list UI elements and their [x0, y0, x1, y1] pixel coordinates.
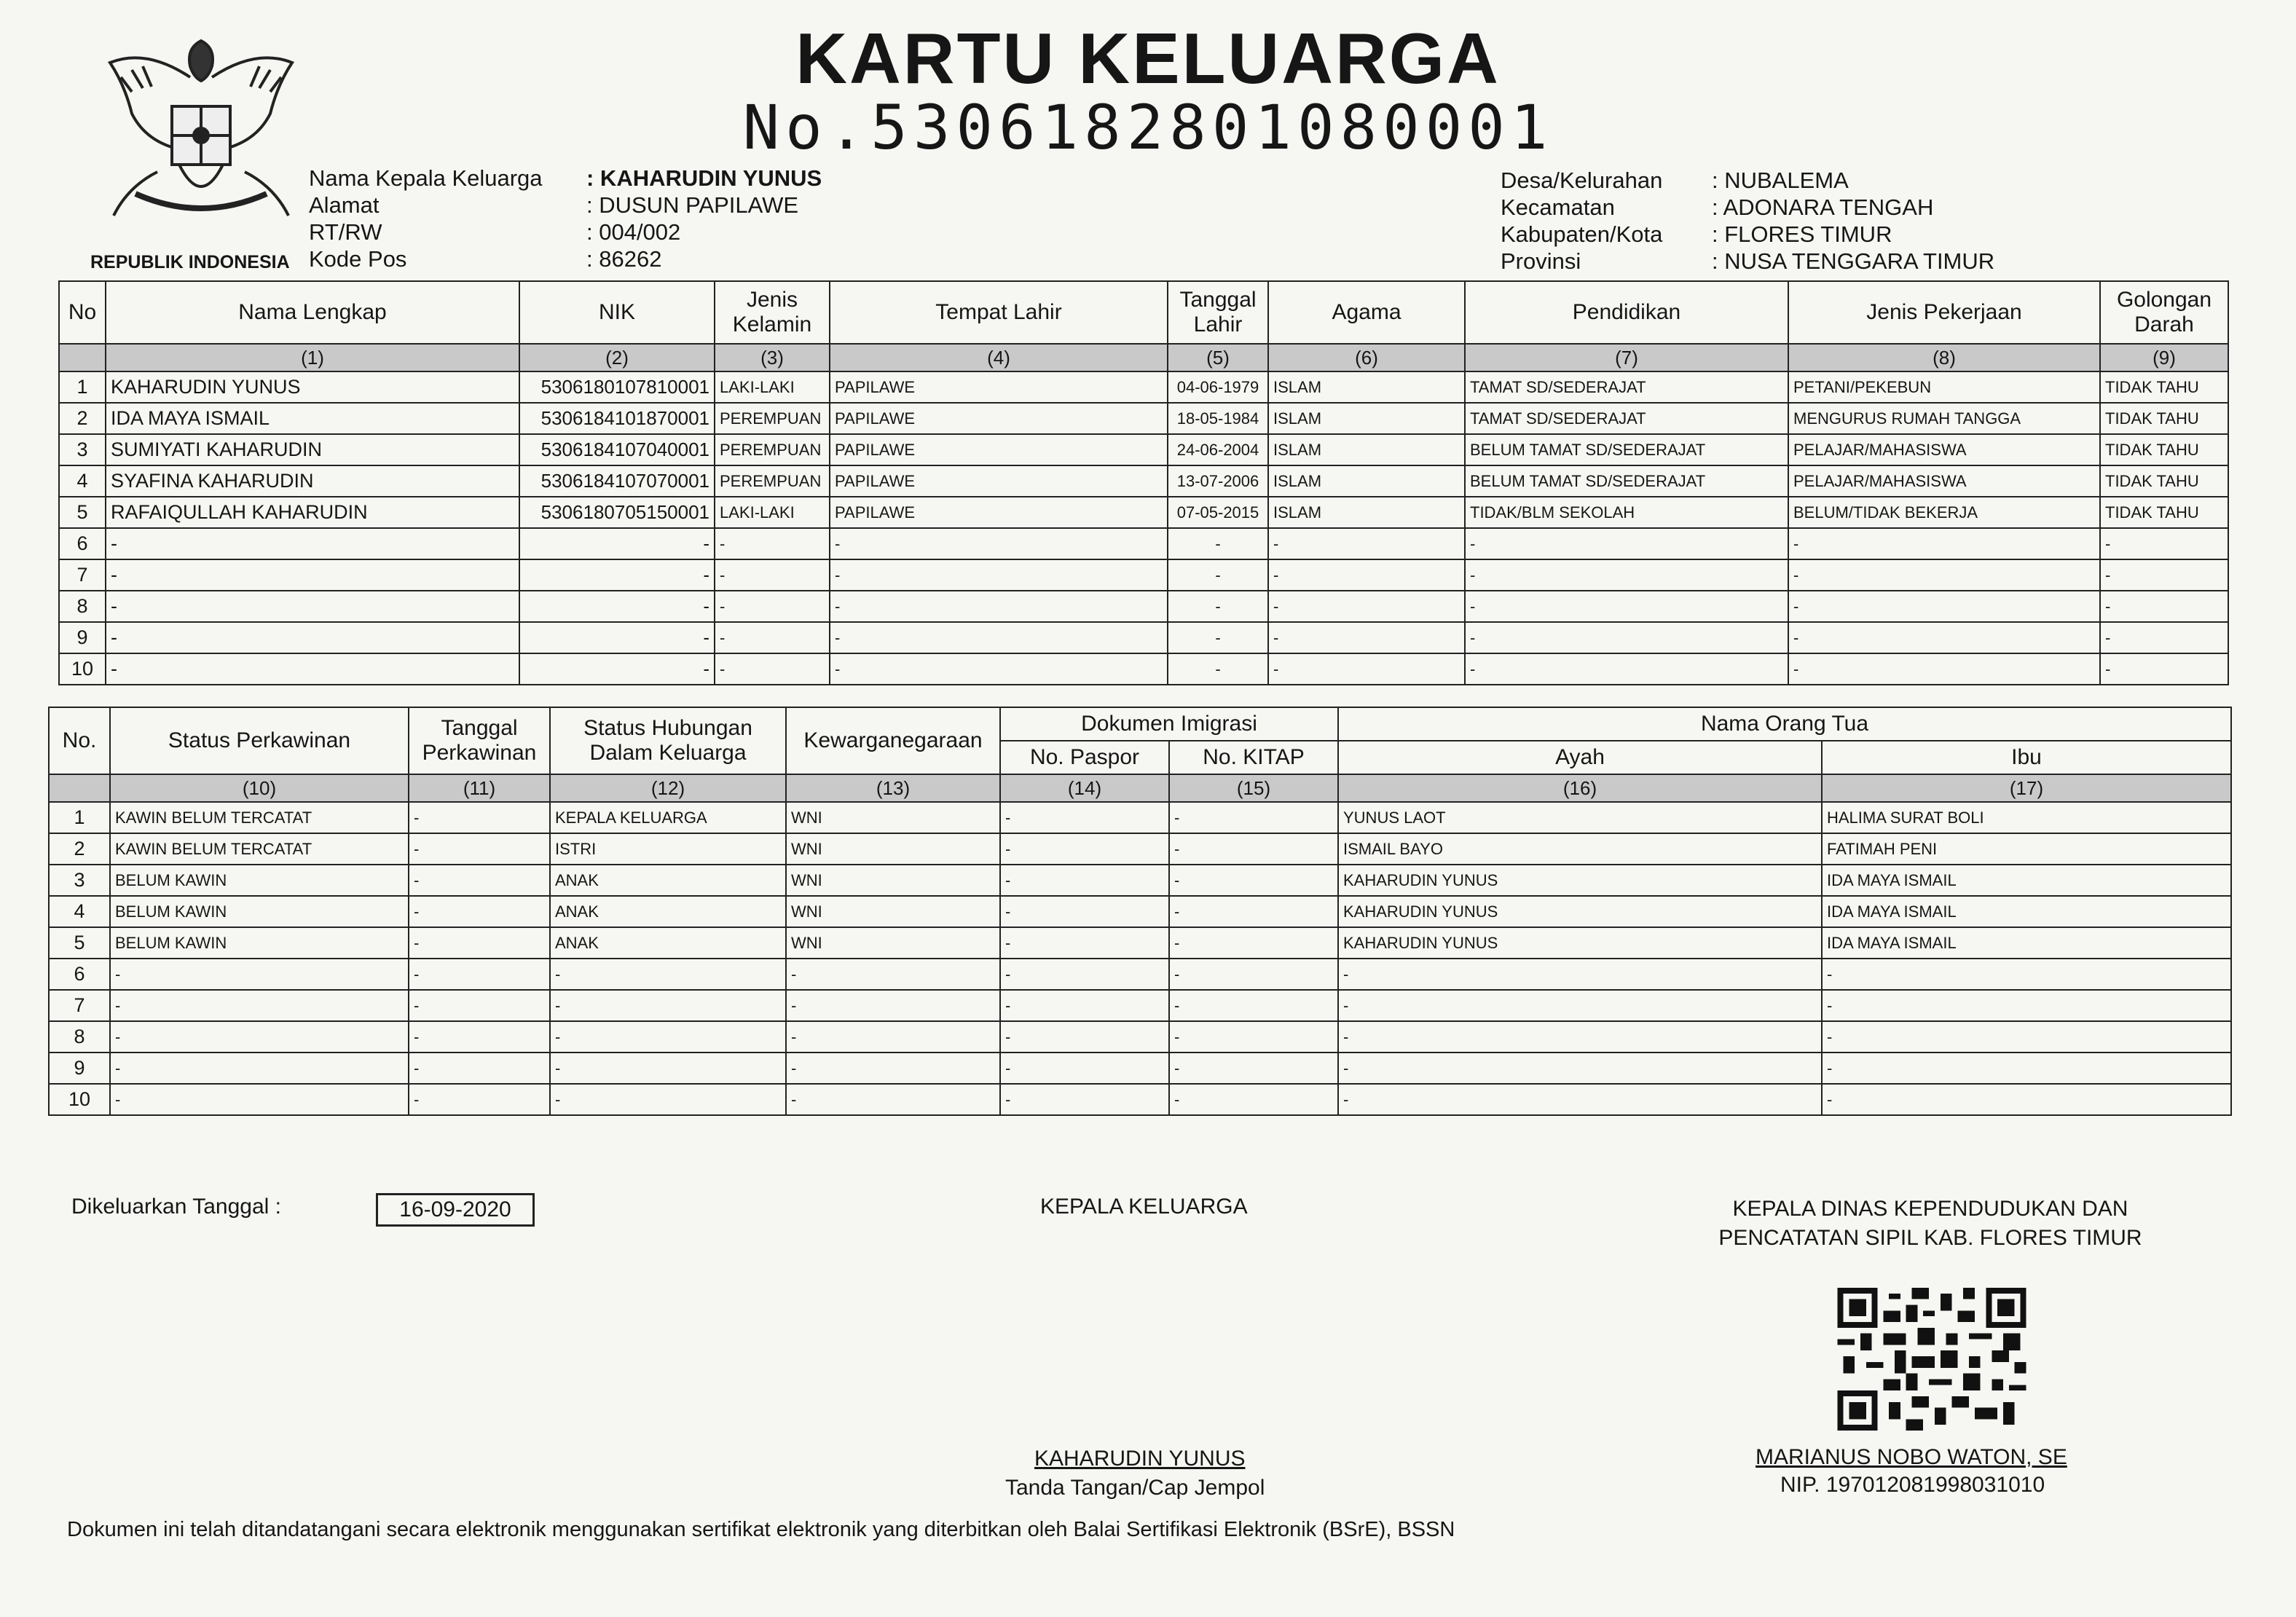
table-cell: 6 [49, 959, 110, 990]
table-cell: - [786, 1021, 1000, 1053]
table-cell: - [1822, 1084, 2231, 1115]
table-cell: IDA MAYA ISMAIL [1822, 865, 2231, 896]
table-cell: BELUM TAMAT SD/SEDERAJAT [1465, 434, 1788, 465]
table-row [49, 1084, 2231, 1115]
table-cell: - [830, 591, 1168, 622]
table-cell: PEREMPUAN [715, 403, 830, 434]
table-cell: PAPILAWE [830, 434, 1168, 465]
table-cell: - [110, 1084, 409, 1115]
col-header-nik: NIK [519, 281, 715, 344]
label-desa: Desa/Kelurahan [1501, 168, 1663, 193]
table-row [59, 497, 2228, 528]
column-number: (8) [1788, 344, 2100, 371]
label-kecamatan: Kecamatan [1501, 194, 1615, 220]
table-cell: - [550, 990, 786, 1021]
table-cell: - [1168, 653, 1268, 685]
table-cell: - [409, 896, 550, 927]
table-cell: TAMAT SD/SEDERAJAT [1465, 371, 1788, 403]
table-cell: - [1000, 990, 1169, 1021]
header-left-values [586, 165, 822, 272]
table-cell: 9 [49, 1053, 110, 1084]
table-cell: WNI [786, 833, 1000, 865]
table-cell: - [715, 622, 830, 653]
table-cell: - [1169, 927, 1338, 959]
table-cell: - [830, 653, 1168, 685]
table-cell: 5306184107070001 [519, 465, 715, 497]
col-header-ayah: Ayah [1338, 741, 1822, 774]
officer-name: MARIANUS NOBO WATON, SE [1756, 1445, 2067, 1469]
table-cell: BELUM/TIDAK BEKERJA [1788, 497, 2100, 528]
table-cell: - [1822, 959, 2231, 990]
table-cell: - [550, 1084, 786, 1115]
table-row [49, 865, 2231, 896]
table-cell: - [110, 990, 409, 1021]
table-cell: 4 [49, 896, 110, 927]
table-cell: 7 [49, 990, 110, 1021]
table-row [49, 802, 2231, 833]
table-cell: - [786, 1084, 1000, 1115]
table-cell: - [830, 622, 1168, 653]
table-cell: - [550, 959, 786, 990]
table-row [49, 833, 2231, 865]
table-cell: KAWIN BELUM TERCATAT [110, 802, 409, 833]
col-header-no2: No. [49, 707, 110, 774]
column-number: (6) [1268, 344, 1465, 371]
table-cell: KAHARUDIN YUNUS [1338, 865, 1822, 896]
table-cell: - [1788, 653, 2100, 685]
col-header-status-hubungan: Status Hubungan Dalam Keluarga [550, 707, 786, 774]
table-cell: PETANI/PEKEBUN [1788, 371, 2100, 403]
table-cell: ISLAM [1268, 371, 1465, 403]
label-alamat: Alamat [309, 192, 380, 218]
table-cell: - [409, 865, 550, 896]
table-cell: 3 [59, 434, 106, 465]
label-kabupaten: Kabupaten/Kota [1501, 221, 1663, 247]
table-cell: 5 [59, 497, 106, 528]
table-cell: - [1338, 959, 1822, 990]
col-header-kewarganegaraan: Kewarganegaraan [786, 707, 1000, 774]
table-cell: TIDAK TAHU [2100, 497, 2228, 528]
table-cell: KAHARUDIN YUNUS [1338, 927, 1822, 959]
table-cell: HALIMA SURAT BOLI [1822, 802, 2231, 833]
column-number: (9) [2100, 344, 2228, 371]
col-header-pendidikan: Pendidikan [1465, 281, 1788, 344]
qr-code-icon [1836, 1288, 2028, 1431]
head-of-family-title: KEPALA KELUARGA [1040, 1195, 1248, 1219]
table-cell: - [1169, 990, 1338, 1021]
value-nama-kepala: : KAHARUDIN YUNUS [586, 165, 822, 191]
col-header-dokumen-imigrasi: Dokumen Imigrasi [1000, 707, 1338, 741]
table-cell: - [1822, 990, 2231, 1021]
table-cell: TAMAT SD/SEDERAJAT [1465, 403, 1788, 434]
table-cell: - [786, 959, 1000, 990]
table-cell: 10 [49, 1084, 110, 1115]
col-header-nama: Nama Lengkap [106, 281, 519, 344]
table-cell: SYAFINA KAHARUDIN [106, 465, 519, 497]
table-cell: - [110, 959, 409, 990]
table-cell: - [110, 1021, 409, 1053]
table-cell: - [409, 1084, 550, 1115]
table-cell: 18-05-1984 [1168, 403, 1268, 434]
col-header-tanggal-perkawinan: Tanggal Perkawinan [409, 707, 550, 774]
col-header-pekerjaan: Jenis Pekerjaan [1788, 281, 2100, 344]
table-cell: - [1000, 802, 1169, 833]
table-cell: - [409, 833, 550, 865]
table-cell: - [715, 653, 830, 685]
table-cell: - [2100, 528, 2228, 559]
table-cell: - [519, 653, 715, 685]
table-cell: - [1788, 528, 2100, 559]
table-row [59, 653, 2228, 685]
table-cell: - [1169, 865, 1338, 896]
table-cell: - [1169, 959, 1338, 990]
column-number: (10) [110, 774, 409, 802]
table-row [59, 528, 2228, 559]
table-cell: - [519, 528, 715, 559]
table-cell: TIDAK/BLM SEKOLAH [1465, 497, 1788, 528]
col-header-golongan-darah: Golongan Darah [2100, 281, 2228, 344]
table-cell: - [106, 653, 519, 685]
table-cell: - [1169, 802, 1338, 833]
table-cell: - [106, 559, 519, 591]
table-cell: 8 [49, 1021, 110, 1053]
column-number: (4) [830, 344, 1168, 371]
table-cell: - [2100, 559, 2228, 591]
table-cell: - [1168, 559, 1268, 591]
col-header-agama: Agama [1268, 281, 1465, 344]
col-header-no-kitap: No. KITAP [1169, 741, 1338, 774]
office-title-line-1: KEPALA DINAS KEPENDUDUKAN DAN [1732, 1197, 2128, 1221]
table-cell: - [409, 1053, 550, 1084]
table-cell: - [409, 927, 550, 959]
column-number: (12) [550, 774, 786, 802]
table-row [49, 896, 2231, 927]
col-header-tanggal-lahir: Tanggal Lahir [1168, 281, 1268, 344]
table-cell: - [1000, 865, 1169, 896]
table-cell: BELUM KAWIN [110, 896, 409, 927]
table-row [59, 371, 2228, 403]
head-of-family-name: KAHARUDIN YUNUS [1034, 1447, 1246, 1471]
value-kode-pos: : 86262 [586, 246, 662, 272]
table-cell: PAPILAWE [830, 371, 1168, 403]
table-cell: - [409, 959, 550, 990]
table-cell: - [409, 990, 550, 1021]
table-cell: MENGURUS RUMAH TANGGA [1788, 403, 2100, 434]
header-left-labels [309, 165, 543, 272]
table-cell: - [1168, 528, 1268, 559]
table-cell: LAKI-LAKI [715, 371, 830, 403]
table-cell: - [106, 622, 519, 653]
table-cell: 5 [49, 927, 110, 959]
label-rtrw: RT/RW [309, 219, 382, 245]
table-cell: - [519, 559, 715, 591]
table-cell: ISMAIL BAYO [1338, 833, 1822, 865]
table-cell: - [519, 591, 715, 622]
table-cell: 8 [59, 591, 106, 622]
table-cell: WNI [786, 896, 1000, 927]
table-cell: 10 [59, 653, 106, 685]
table-cell: 5306180705150001 [519, 497, 715, 528]
table-cell: - [1268, 559, 1465, 591]
table-cell: PEREMPUAN [715, 434, 830, 465]
table-cell: - [1000, 896, 1169, 927]
column-number [59, 344, 106, 371]
table-cell: - [1788, 559, 2100, 591]
table-cell: 4 [59, 465, 106, 497]
office-title-line-2: PENCATATAN SIPIL KAB. FLORES TIMUR [1718, 1226, 2142, 1250]
table-cell: - [715, 528, 830, 559]
table-cell: - [1000, 1053, 1169, 1084]
table-cell: TIDAK TAHU [2100, 403, 2228, 434]
table-cell: KAHARUDIN YUNUS [1338, 896, 1822, 927]
table-cell: ANAK [550, 865, 786, 896]
table-cell: - [1338, 1021, 1822, 1053]
table-cell: - [715, 591, 830, 622]
table-cell: - [1822, 1053, 2231, 1084]
table-cell: - [1822, 1021, 2231, 1053]
table-cell: 2 [59, 403, 106, 434]
document-title: KARTU KELUARGA [795, 18, 1501, 98]
table-cell: - [106, 591, 519, 622]
table-cell: - [409, 1021, 550, 1053]
table-cell: BELUM TAMAT SD/SEDERAJAT [1465, 465, 1788, 497]
table-cell: LAKI-LAKI [715, 497, 830, 528]
label-provinsi: Provinsi [1501, 248, 1581, 274]
table-cell: 9 [59, 622, 106, 653]
value-provinsi: : NUSA TENGGARA TIMUR [1712, 248, 1995, 274]
table-cell: WNI [786, 865, 1000, 896]
table-cell: - [550, 1021, 786, 1053]
table-cell: RAFAIQULLAH KAHARUDIN [106, 497, 519, 528]
table-cell: - [1169, 833, 1338, 865]
table-row [49, 959, 2231, 990]
table-cell: WNI [786, 802, 1000, 833]
column-number: (5) [1168, 344, 1268, 371]
officer-nip: NIP. 197012081998031010 [1780, 1473, 2045, 1497]
table-cell: ANAK [550, 896, 786, 927]
value-rtrw: : 004/002 [586, 219, 681, 245]
office-title [1595, 1195, 2265, 1253]
table-cell: - [1168, 622, 1268, 653]
table-cell: - [1169, 1021, 1338, 1053]
table-cell: ISLAM [1268, 403, 1465, 434]
table-cell: ISLAM [1268, 434, 1465, 465]
table-cell: - [1465, 559, 1788, 591]
table-cell: - [1168, 591, 1268, 622]
table-cell: WNI [786, 927, 1000, 959]
table-cell: - [1268, 653, 1465, 685]
table-cell: 7 [59, 559, 106, 591]
value-kabupaten: : FLORES TIMUR [1712, 221, 1892, 247]
column-number: (15) [1169, 774, 1338, 802]
table-cell: - [1268, 528, 1465, 559]
header-right-labels [1501, 167, 1662, 275]
table-cell: 1 [49, 802, 110, 833]
table-cell: 2 [49, 833, 110, 865]
table-row [59, 591, 2228, 622]
column-number: (16) [1338, 774, 1822, 802]
table-cell: IDA MAYA ISMAIL [1822, 896, 2231, 927]
table-cell: - [2100, 591, 2228, 622]
table-cell: PAPILAWE [830, 403, 1168, 434]
table-cell: - [110, 1053, 409, 1084]
column-number: (14) [1000, 774, 1169, 802]
table-cell: - [830, 559, 1168, 591]
col-header-status-perkawinan: Status Perkawinan [110, 707, 409, 774]
table-row [59, 403, 2228, 434]
table-cell: - [550, 1053, 786, 1084]
table-cell: TIDAK TAHU [2100, 465, 2228, 497]
table-cell: KAHARUDIN YUNUS [106, 371, 519, 403]
table-cell: BELUM KAWIN [110, 865, 409, 896]
column-number: (7) [1465, 344, 1788, 371]
table-cell: 07-05-2015 [1168, 497, 1268, 528]
column-number: (13) [786, 774, 1000, 802]
table-cell: IDA MAYA ISMAIL [106, 403, 519, 434]
table-cell: BELUM KAWIN [110, 927, 409, 959]
table-cell: - [1169, 1084, 1338, 1115]
table-cell: TIDAK TAHU [2100, 371, 2228, 403]
table-cell: 24-06-2004 [1168, 434, 1268, 465]
table-cell: - [1000, 959, 1169, 990]
table-cell: ANAK [550, 927, 786, 959]
table-cell: - [1169, 896, 1338, 927]
table-cell: - [1465, 622, 1788, 653]
table-cell: ISTRI [550, 833, 786, 865]
table-cell: - [409, 802, 550, 833]
table-cell: - [1000, 927, 1169, 959]
table-row [49, 1053, 2231, 1084]
table-cell: ISLAM [1268, 465, 1465, 497]
table-cell: PAPILAWE [830, 497, 1168, 528]
table-cell: 04-06-1979 [1168, 371, 1268, 403]
col-header-no-paspor: No. Paspor [1000, 741, 1169, 774]
table-cell: KAWIN BELUM TERCATAT [110, 833, 409, 865]
table-cell: - [1338, 1084, 1822, 1115]
value-desa: : NUBALEMA [1712, 168, 1849, 193]
table-cell: - [1268, 622, 1465, 653]
table-cell: - [786, 1053, 1000, 1084]
table-cell: - [2100, 653, 2228, 685]
column-number: (3) [715, 344, 830, 371]
table-cell: - [1338, 1053, 1822, 1084]
table-cell: - [519, 622, 715, 653]
col-header-nama-orang-tua: Nama Orang Tua [1338, 707, 2231, 741]
col-header-jenis-kelamin: Jenis Kelamin [715, 281, 830, 344]
table-row [59, 559, 2228, 591]
table-row [49, 927, 2231, 959]
electronic-signature-disclaimer: Dokumen ini telah ditandatangani secara elektronik menggunakan sertifikat elektronik yang diterbitkan oleh Balai Sertifikasi Elektronik (BSrE), BSSN [67, 1518, 1455, 1541]
table-cell: 5306180107810001 [519, 371, 715, 403]
emblem-caption: REPUBLIK INDONESIA [90, 252, 290, 272]
table-cell: - [1000, 833, 1169, 865]
table-cell: 5306184107040001 [519, 434, 715, 465]
table-cell: 13-07-2006 [1168, 465, 1268, 497]
table-row [49, 990, 2231, 1021]
value-kecamatan: : ADONARA TENGAH [1712, 194, 1934, 220]
col-header-tempat-lahir: Tempat Lahir [830, 281, 1168, 344]
column-number: (1) [106, 344, 519, 371]
table-cell: YUNUS LAOT [1338, 802, 1822, 833]
table-cell: - [715, 559, 830, 591]
label-nama-kepala: Nama Kepala Keluarga [309, 165, 543, 191]
family-members-table [58, 280, 2229, 685]
column-number [49, 774, 110, 802]
document-number: No.5306182801080001 [742, 92, 1554, 163]
table-row [59, 434, 2228, 465]
column-number: (11) [409, 774, 550, 802]
table-cell: - [1338, 990, 1822, 1021]
column-number: (2) [519, 344, 715, 371]
table-cell: - [1465, 528, 1788, 559]
table-cell: ISLAM [1268, 497, 1465, 528]
table-cell: - [830, 528, 1168, 559]
table-cell: PELAJAR/MAHASISWA [1788, 434, 2100, 465]
table-cell: TIDAK TAHU [2100, 434, 2228, 465]
value-alamat: : DUSUN PAPILAWE [586, 192, 799, 218]
table-cell: 6 [59, 528, 106, 559]
table-cell: - [1788, 591, 2100, 622]
col-header-ibu: Ibu [1822, 741, 2231, 774]
table-cell: PAPILAWE [830, 465, 1168, 497]
table-cell: - [1788, 622, 2100, 653]
table-row [59, 465, 2228, 497]
col-header-no: No [59, 281, 106, 344]
table-cell: - [786, 990, 1000, 1021]
table-cell: - [1268, 591, 1465, 622]
issued-date: 16-09-2020 [376, 1193, 535, 1227]
table-cell: - [106, 528, 519, 559]
table-cell: 5306184101870001 [519, 403, 715, 434]
table-cell: IDA MAYA ISMAIL [1822, 927, 2231, 959]
table-cell: SUMIYATI KAHARUDIN [106, 434, 519, 465]
table-cell: - [2100, 622, 2228, 653]
table-cell: 1 [59, 371, 106, 403]
table-row [49, 1021, 2231, 1053]
table-row [59, 622, 2228, 653]
issued-label: Dikeluarkan Tanggal : [71, 1195, 281, 1219]
signature-label: Tanda Tangan/Cap Jempol [1005, 1476, 1265, 1500]
table-cell: - [1000, 1084, 1169, 1115]
table-cell: - [1000, 1021, 1169, 1053]
table-cell: FATIMAH PENI [1822, 833, 2231, 865]
column-number-row [59, 344, 2228, 371]
table-cell: - [1465, 591, 1788, 622]
table-cell: PELAJAR/MAHASISWA [1788, 465, 2100, 497]
table-cell: - [1465, 653, 1788, 685]
table-cell: 3 [49, 865, 110, 896]
table-cell: KEPALA KELUARGA [550, 802, 786, 833]
family-status-table [48, 707, 2232, 1116]
header-right-values [1712, 167, 1994, 275]
table-cell: PEREMPUAN [715, 465, 830, 497]
label-kode-pos: Kode Pos [309, 246, 407, 272]
table-cell: - [1169, 1053, 1338, 1084]
column-number-row [49, 774, 2231, 802]
column-number: (17) [1822, 774, 2231, 802]
